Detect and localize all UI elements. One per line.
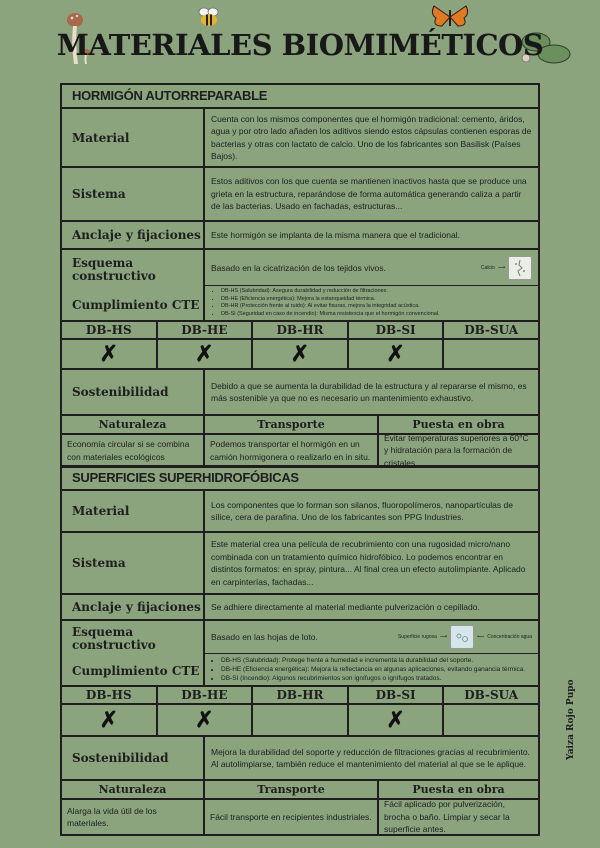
label-esquema: Esquema constructivo <box>72 625 156 652</box>
db-header-row <box>62 322 538 340</box>
esquema-label-left: Superficie rugosa <box>397 634 437 640</box>
db-hs-mark: ✗ <box>62 705 158 735</box>
esquema-text: Basado en la cicatrización de los tejidos vivos. <box>211 262 386 273</box>
label-sostenibilidad: Sostenibilidad <box>62 370 205 414</box>
label-sistema: Sistema <box>62 533 205 593</box>
esquema-cell <box>205 250 538 285</box>
db-sua-mark <box>444 340 538 368</box>
row-material <box>62 491 538 533</box>
row-sostenibilidad <box>62 737 538 781</box>
three-col-body <box>62 800 538 834</box>
db-sua-header: DB-SUA <box>464 323 519 337</box>
label-cte: Cumplimiento CTE <box>72 663 200 678</box>
cte-list <box>205 285 538 320</box>
cte-item: • DB-HR (Protección frente al ruido): Al evitar fisuras, mejora la integridad acústica. <box>221 303 532 311</box>
arrow-icon: ⟶ <box>439 634 448 640</box>
sistema-text: Estos aditivos con los que cuenta se mantienen inactivos hasta que se produce una grieta en la estructura, reparándose de forma automática generando caliza a partir de las bacterias. Usado en fachadas, estructuras... <box>211 176 527 212</box>
puesta-text: Fácil aplicado por pulverización, brocha o baño. Limpiar y secar la superficie antes. <box>384 799 510 835</box>
db-he-header: DB-HE <box>158 687 254 703</box>
transporte-text: Fácil transporte en recipientes industriales. <box>205 800 379 834</box>
anclaje-text: Este hormigón se implanta de la misma manera que el tradicional. <box>211 229 460 240</box>
label-cte: Cumplimiento CTE <box>72 297 200 312</box>
db-sua-header: DB-SUA <box>464 688 519 702</box>
db-hr-mark: ✗ <box>253 340 349 368</box>
label-material: Material <box>62 491 205 531</box>
db-hr-header: DB-HR <box>253 322 349 338</box>
esquema-label-right: Concentración agua <box>487 634 532 640</box>
row-sistema <box>62 533 538 595</box>
material-text: Cuenta con los mismos componentes que el hormigón tradicional: cemento, áridos, agua y por otro lado añaden los aditivos siendo estos cápsulas contienen esporas de bacterias y otras con lactato de calcio. Uno de los fabricantes son Basilisk (Países Bajos). <box>211 113 532 161</box>
label-material: Material <box>62 109 205 166</box>
section-hormigon <box>60 83 540 468</box>
cte-item: • DB-HS (Salubridad): Asegura durabilidad y reducción de filtraciones. <box>221 288 532 296</box>
db-hr-mark <box>253 705 349 735</box>
label-puesta: Puesta en obra <box>412 783 505 796</box>
esquema-text: Basado en las hojas de loto. <box>211 632 318 642</box>
esquema-figure <box>481 256 532 280</box>
water-drop-sketch-icon <box>450 625 474 649</box>
label-sostenibilidad: Sostenibilidad <box>62 737 205 779</box>
label-transporte: Transporte <box>205 416 379 433</box>
section-superficies <box>60 465 540 836</box>
db-hs-mark: ✗ <box>62 340 158 368</box>
db-mark-row <box>62 705 538 737</box>
cte-list <box>205 653 538 685</box>
db-si-header: DB-SI <box>349 687 445 703</box>
db-si-mark: ✗ <box>349 705 445 735</box>
label-naturaleza: Naturaleza <box>62 781 205 798</box>
row-sostenibilidad <box>62 370 538 416</box>
author-signature: Yaiza Rojo Pupo <box>566 679 576 760</box>
label-naturaleza: Naturaleza <box>62 416 205 433</box>
label-transporte: Transporte <box>205 781 379 798</box>
cte-item: • DB-SI (Seguridad en caso de incendio): Misma resistencia que el hormigón convencional. <box>221 311 532 319</box>
butterfly-icon <box>430 4 470 30</box>
page-title: MATERIALES BIOMIMÉTICOS <box>56 28 544 62</box>
cte-item: • DB-HE (Eficiencia energética): Mejora la reflectancia en algunas aplicaciones, evitando ganancia térmica. <box>221 665 532 674</box>
sistema-text: Este material crea una película de recubrimiento con una rugosidad micro/nano combinada con un tratamiento químico hidrofóbico. Lo podemos encontrar en distintos formatos: en spray, pintura... Al final crea un efecto autolimpiante. Aplicado en carpinterías, fachadas... <box>211 539 526 587</box>
bacteria-sketch-icon <box>508 256 532 280</box>
esquema-cell <box>205 621 538 653</box>
cte-item: • DB-SI (Incendio): Algunos recubrimientos son ignífugos o ignífugos tratados. <box>221 674 532 683</box>
section-heading: HORMIGÓN AUTORREPARABLE <box>62 85 538 109</box>
arrow-icon: ⟵ <box>477 634 485 640</box>
naturaleza-text: Alarga la vida útil de los materiales. <box>62 800 205 834</box>
bee-icon <box>196 6 222 28</box>
db-hr-header: DB-HR <box>253 687 349 703</box>
transporte-text: Podemos transportar el hormigón en un camión hormigonera o realizarlo en in situ. <box>205 435 379 466</box>
label-sistema: Sistema <box>62 168 205 220</box>
naturaleza-text: Economía circular si se combina con materiales ecológicos <box>62 435 205 466</box>
arrow-icon: ⟶ <box>497 264 505 271</box>
db-he-mark: ✗ <box>158 705 254 735</box>
esquema-figure-label: Calcio <box>480 264 495 271</box>
db-header-row <box>62 687 538 705</box>
db-si-header: DB-SI <box>349 322 445 338</box>
three-col-body <box>62 432 538 468</box>
cte-item: • DB-HE (Eficiencia energética): Mejora la estanqueidad térmica. <box>221 296 532 304</box>
row-anclaje <box>62 595 538 621</box>
db-si-mark: ✗ <box>349 340 445 368</box>
section-heading: SUPERFICIES SUPERHIDROFÓBICAS <box>62 467 538 491</box>
row-material <box>62 109 538 168</box>
sostenibilidad-text: Debido a que se aumenta la durabilidad de la estructura y al repararse el mismo, es más sostenible ya que no es necesario un mantenimiento exhaustivo. <box>211 380 527 403</box>
db-hs-header: DB-HS <box>62 322 158 338</box>
three-col-header <box>62 781 538 800</box>
label-puesta: Puesta en obra <box>412 418 505 431</box>
row-esquema-cte <box>62 250 538 322</box>
label-anclaje: Anclaje y fijaciones <box>62 595 205 619</box>
esquema-figure <box>398 625 532 649</box>
anclaje-text: Se adhiere directamente al material mediante pulverización o cepillado. <box>211 601 480 612</box>
row-esquema-cte <box>62 621 538 687</box>
db-hs-header: DB-HS <box>62 687 158 703</box>
label-anclaje: Anclaje y fijaciones <box>62 222 205 248</box>
db-he-header: DB-HE <box>158 322 254 338</box>
puesta-text: Evitar temperaturas superiores a 60°C y hidratación para la formación de cristales. <box>384 432 529 468</box>
db-sua-mark <box>444 705 538 735</box>
row-sistema <box>62 168 538 222</box>
label-esquema: Esquema constructivo <box>72 256 156 283</box>
db-mark-row <box>62 340 538 370</box>
cte-item: • DB-HS (Salubridad): Protege frente a humedad e incrementa la durabilidad del soporte. <box>221 656 532 665</box>
db-he-mark: ✗ <box>158 340 254 368</box>
sostenibilidad-text: Mejora la durabilidad del soporte y reducción de filtraciones gracias al recubrimiento. Al autolimpiarse, también reduce el mantenimiento del material al que se le aplique. <box>211 746 530 769</box>
row-anclaje <box>62 222 538 250</box>
material-text: Los componentes que lo forman son silanos, fluoropolímeros, nanopartículas de sílice, cera de parafina. Uno de los fabricantes son PPG Industries. <box>211 499 513 522</box>
